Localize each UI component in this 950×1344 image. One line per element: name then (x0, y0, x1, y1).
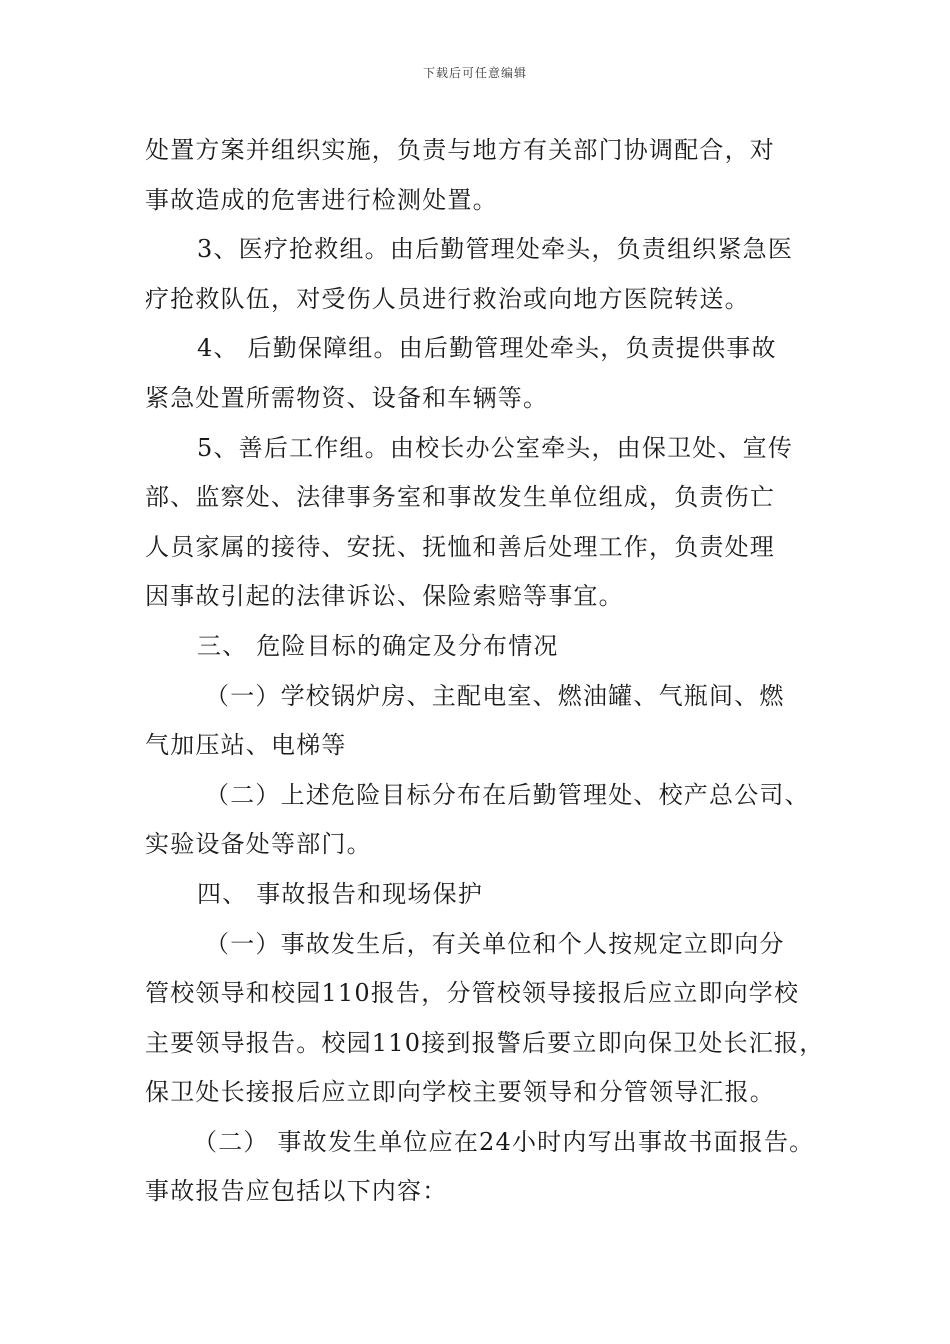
text-line: （一）学校锅炉房、主配电室、燃油罐、气瓶间、燃 (205, 681, 785, 710)
section-heading: 四、 事故报告和现场保护 (197, 879, 484, 908)
page-header-note: 下载后可任意编辑 (422, 66, 527, 80)
text-line: 人员家属的接待、安抚、抚恤和善后处理工作，负责处理 (145, 532, 775, 561)
text-line: 部、监察处、法律事务室和事故发生单位组成，负责伤亡 (145, 483, 775, 512)
text-line: 4、 后勤保障组。由后勤管理处牵头，负责提供事故 (197, 334, 777, 363)
text-line: 管校领导和校园110报告，分管校领导接报后应立即向学校 (145, 979, 800, 1008)
text-line: 3、医疗抢救组。由后勤管理处牵头，负责组织紧急医 (197, 235, 794, 264)
text-line: 事故报告应包括以下内容： (145, 1177, 448, 1206)
text-line: 5、善后工作组。由校长办公室牵头，由保卫处、宣传 (197, 433, 794, 462)
text-line: 处置方案并组织实施，负责与地方有关部门协调配合，对 (145, 136, 775, 164)
document-body (145, 126, 825, 1217)
text-line: （一）事故发生后，有关单位和个人按规定立即向分 (205, 929, 785, 958)
text-line: 主要领导报告。校园110接到报警后要立即向保卫处长汇报， (145, 1028, 825, 1057)
text-line: 事故造成的危害进行检测处置。 (145, 185, 498, 214)
text-line: 气加压站、电梯等 (145, 731, 347, 760)
section-heading: 三、 危险目标的确定及分布情况 (197, 631, 559, 660)
text-line: （二）上述危险目标分布在后勤管理处、校产总公司、 (205, 780, 810, 809)
text-line: （二） 事故发生单位应在24小时内写出事故书面报告。 (193, 1127, 815, 1156)
text-line: 紧急处置所需物资、设备和车辆等。 (145, 383, 549, 412)
text-line: 实验设备处等部门。 (145, 830, 372, 859)
text-line: 因事故引起的法律诉讼、保险索赔等事宜。 (145, 582, 624, 611)
text-line: 疗抢救队伍，对受伤人员进行救治或向地方医院转送。 (145, 284, 750, 313)
text-line: 保卫处长接报后应立即向学校主要领导和分管领导汇报。 (145, 1078, 775, 1107)
